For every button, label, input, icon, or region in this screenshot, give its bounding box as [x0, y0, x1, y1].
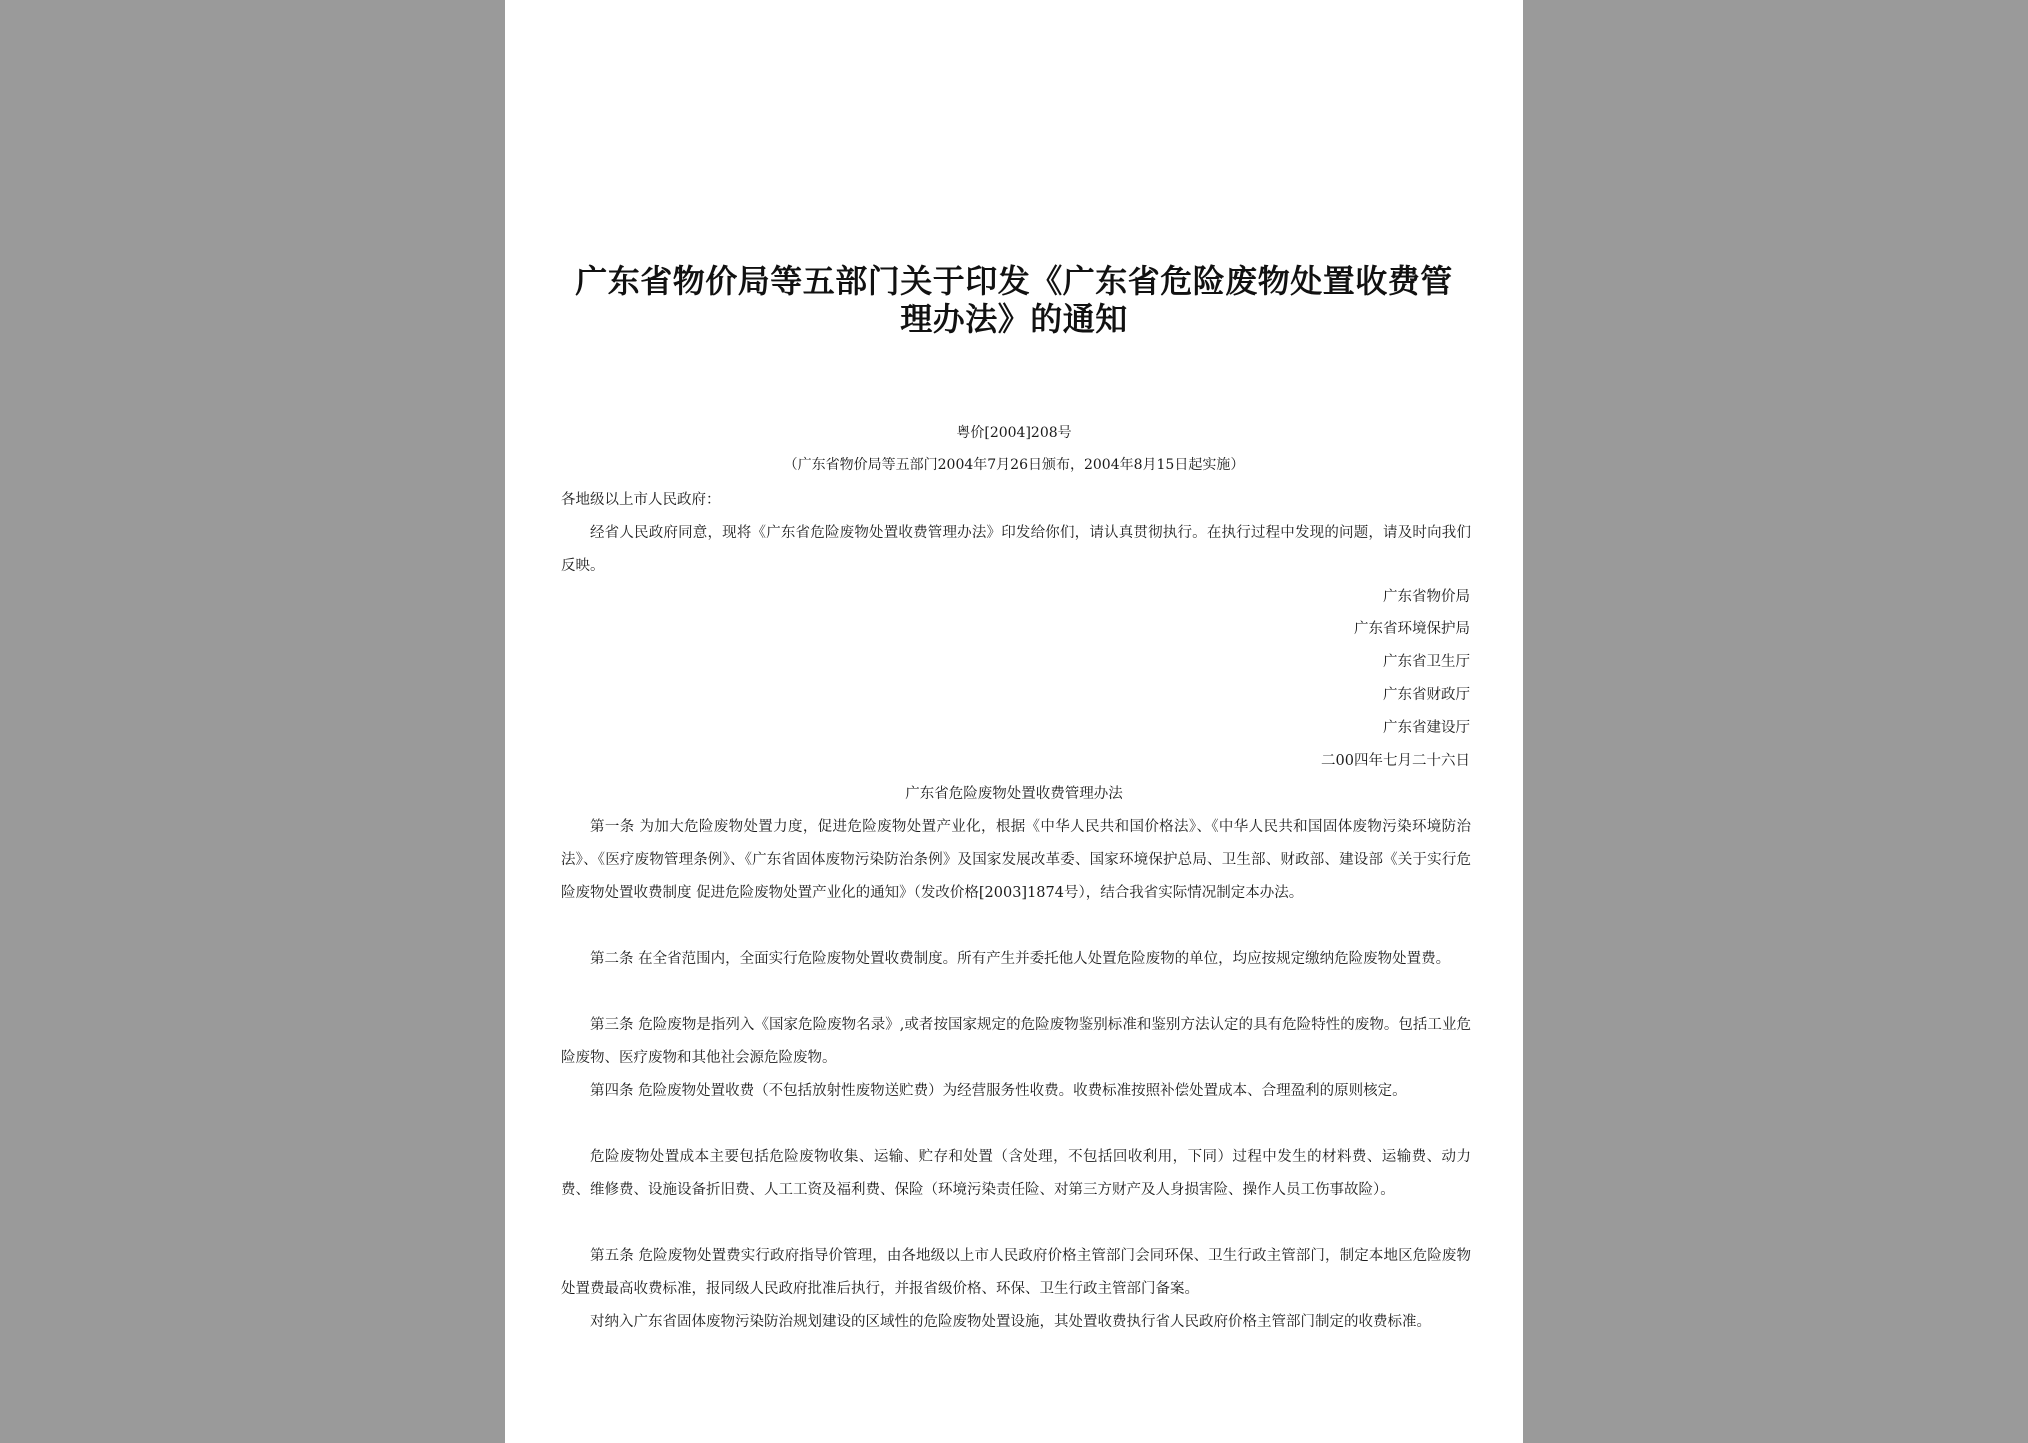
signatory: 广东省建设厅 [1383, 720, 1470, 736]
document-title: 广东省物价局等五部门关于印发《广东省危险废物处置收费管理办法》的通知 [575, 262, 1453, 338]
article-paragraph: 第四条 危险废物处置收费（不包括放射性废物送贮费）为经营服务性收费。收费标准按照补偿处置成本、合理盈利的原则核定。 [590, 1083, 1407, 1099]
article-paragraph: 第三条 危险废物是指列入《国家危险废物名录》,或者按国家规定的危险废物鉴别标准和鉴别方法认定的具有危险特性的废物。包括工业危险废物、医疗废物和其他社会源危险废物。 [561, 1017, 1471, 1066]
document-date: 二00四年七月二十六日 [1321, 753, 1470, 769]
article-paragraph: 第二条 在全省范围内，全面实行危险废物处置收费制度。所有产生并委托他人处置危险废物的单位，均应按规定缴纳危险废物处置费。 [590, 951, 1451, 967]
document-number: 粤价[2004]208号 [956, 425, 1072, 441]
signatory: 广东省环境保护局 [1354, 621, 1470, 637]
intro-paragraph: 经省人民政府同意，现将《广东省危险废物处置收费管理办法》印发给你们，请认真贯彻执行。在执行过程中发现的问题，请及时向我们反映。 [561, 525, 1471, 574]
article-paragraph: 危险废物处置成本主要包括危险废物收集、运输、贮存和处置（含处理，不包括回收利用，下同）过程中发生的材料费、运输费、动力费、维修费、设施设备折旧费、人工工资及福利费、保险（环境污染责任险、对第三方财产及人身损害险、操作人员工伤事故险）。 [561, 1149, 1471, 1198]
article-paragraph: 第一条 为加大危险废物处置力度，促进危险废物处置产业化，根据《中华人民共和国价格法》、《中华人民共和国固体废物污染环境防治法》、《医疗废物管理条例》、《广东省固体废物污染防治条例》及国家发展改革委、国家环境保护总局、卫生部、财政部、建设部《关于实行危险废物处置收费制度 促进危险废物处置产业化的通知》（发改价格[2003]1874号），结合我省实际情况制定本办法。 [561, 819, 1471, 901]
signatory: 广东省财政厅 [1383, 687, 1470, 703]
measures-title: 广东省危险废物处置收费管理办法 [905, 786, 1123, 802]
signatory: 广东省卫生厅 [1383, 654, 1470, 670]
article-paragraph: 第五条 危险废物处置费实行政府指导价管理，由各地级以上市人民政府价格主管部门会同环保、卫生行政主管部门，制定本地区危险废物处置费最高收费标准，报同级人民政府批准后执行，并报省级价格、环保、卫生行政主管部门备案。 [561, 1248, 1471, 1297]
article-paragraph: 对纳入广东省固体废物污染防治规划建设的区域性的危险废物处置设施，其处置收费执行省人民政府价格主管部门制定的收费标准。 [590, 1314, 1431, 1330]
signatory: 广东省物价局 [1383, 589, 1470, 605]
document-page [505, 0, 1523, 1443]
salutation: 各地级以上市人民政府： [561, 492, 721, 508]
issue-info: （广东省物价局等五部门2004年7月26日颁布，2004年8月15日起实施） [783, 457, 1245, 473]
